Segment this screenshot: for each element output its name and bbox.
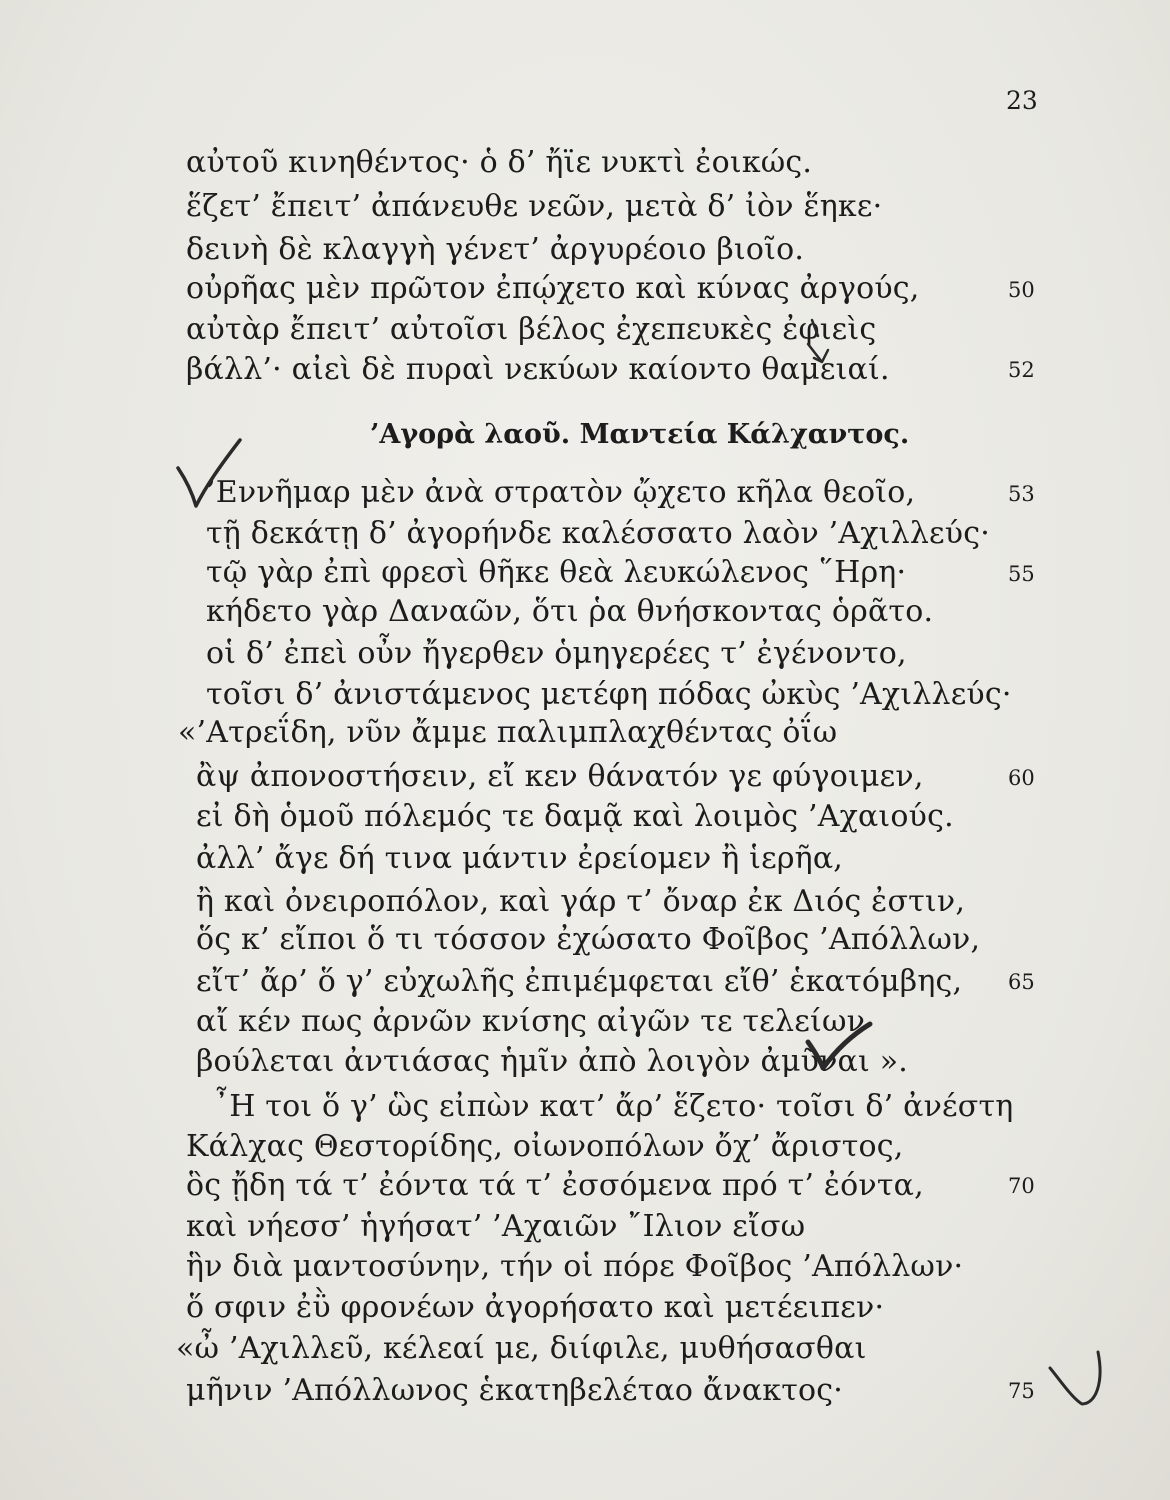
verse-line: ἀλλ’ ἄγε δή τινα μάντιν ἐρείομεν ἢ ἱερῆα, [196,841,844,876]
line-number: 52 [1008,358,1035,382]
verse-line: τοῖσι δ’ ἀνιστάμενος μετέφη πόδας ὠκὺς ’Αχιλλεύς· [206,677,1012,712]
line-number: 50 [1008,278,1035,302]
line-number: 55 [1008,562,1035,586]
tick-mark-icon [1050,1352,1100,1404]
verse-line: ῏Η τοι ὅ γ’ ὣς εἰπὼν κατ’ ἄρ’ ἕζετο· τοῖσι δ’ ἀνέστη [214,1089,1014,1124]
section-heading: ’Αγορὰ λαοῦ. Μαντεία Κάλχαντος. [370,419,910,450]
verse-line: βάλλ’· αἰεὶ δὲ πυραὶ νεκύων καίοντο θαμειαί. [186,352,890,387]
verse-line: τῷ γὰρ ἐπὶ φρεσὶ θῆκε θεὰ λευκώλενος ῞Ηρη· [206,555,907,590]
verse-line: τῇ δεκάτῃ δ’ ἀγορήνδε καλέσσατο λαὸν ’Αχιλλεύς· [206,516,990,551]
verse-line: κήδετο γὰρ Δαναῶν, ὅτι ῥα θνήσκοντας ὁρᾶτο. [206,594,934,629]
verse-line: εἴτ’ ἄρ’ ὅ γ’ εὐχωλῆς ἐπιμέμφεται εἴθ’ ἑκατόμβης, [196,964,963,999]
line-number: 60 [1008,766,1035,790]
line-number: 75 [1008,1379,1035,1403]
verse-line: οὐρῆας μὲν πρῶτον ἐπῴχετο καὶ κύνας ἀργούς, [186,271,920,306]
verse-line: αὐτὰρ ἔπειτ’ αὐτοῖσι βέλος ἐχεπευκὲς ἐφιεὶς [186,312,877,347]
line-number: 70 [1008,1174,1035,1198]
verse-line: ἢ καὶ ὀνειροπόλον, καὶ γάρ τ’ ὄναρ ἐκ Διός ἐστιν, [196,884,966,919]
verse-line: εἰ δὴ ὁμοῦ πόλεμός τε δαμᾷ καὶ λοιμὸς ’Αχαιούς. [196,799,954,834]
verse-line: ὅς κ’ εἴποι ὅ τι τόσσον ἐχώσατο Φοῖβος ’Απόλλων, [196,922,981,957]
verse-line: ’Εννῆμαρ μὲν ἀνὰ στρατὸν ᾤχετο κῆλα θεοῖο, [206,475,916,510]
verse-line: βούλεται ἀντιάσας ἡμῖν ἀπὸ λοιγὸν ἀμῦναι ». [196,1044,909,1079]
verse-line: αὐτοῦ κινηθέντος· ὁ δ’ ἤϊε νυκτὶ ἐοικώς. [186,145,813,180]
verse-line: μῆνιν ’Απόλλωνος ἑκατηβελέταο ἄνακτος· [186,1373,844,1408]
verse-line: καὶ νήεσσ’ ἡγήσατ’ ’Αχαιῶν ῎Ιλιον εἴσω [186,1209,806,1244]
verse-line: δεινὴ δὲ κλαγγὴ γένετ’ ἀργυρέοιο βιοῖο. [186,232,805,267]
verse-line: Κάλχας Θεστορίδης, οἰωνοπόλων ὄχ’ ἄριστος, [186,1129,904,1164]
line-number: 53 [1008,482,1035,506]
verse-line: οἱ δ’ ἐπεὶ οὖν ἤγερθεν ὁμηγερέες τ’ ἐγένοντο, [206,636,907,671]
line-number: 65 [1008,970,1035,994]
verse-line: αἴ κέν πως ἀρνῶν κνίσης αἰγῶν τε τελείων [196,1004,866,1039]
page-number: 23 [1006,86,1038,115]
verse-line: «ὦ ’Αχιλλεῦ, κέλεαί με, διίφιλε, μυθήσασθαι [176,1331,867,1366]
verse-line: «’Ατρεΐδη, νῦν ἄμμε παλιμπλαχθέντας ὀΐω [178,715,838,750]
verse-line: ὅ σφιν ἐῢ φρονέων ἀγορήσατο καὶ μετέειπεν· [186,1290,885,1325]
verse-line: ἕζετ’ ἔπειτ’ ἀπάνευθε νεῶν, μετὰ δ’ ἰὸν ἕηκε· [186,189,883,224]
verse-line: ἣν διὰ μαντοσύνην, τήν οἱ πόρε Φοῖβος ’Απόλλων· [186,1249,964,1284]
verse-line: ὃς ᾔδη τά τ’ ἐόντα τά τ’ ἐσσόμενα πρό τ’ ἐόντα, [186,1168,924,1203]
verse-line: ἂψ ἀπονοστήσειν, εἴ κεν θάνατόν γε φύγοιμεν, [196,759,924,794]
